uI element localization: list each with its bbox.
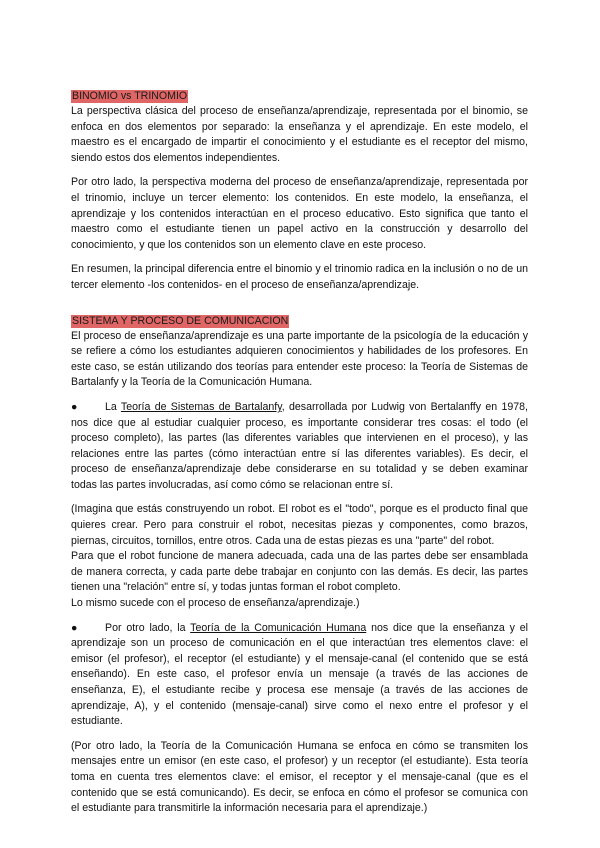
bullet-comunicacion-pre: Por otro lado, la — [105, 621, 191, 634]
bullet-sistemas — [71, 400, 528, 494]
bullet-comunicacion-text: nos dice que la enseñanza y el aprendizaje son un proceso de comunicación en el que interactúan tres elementos clave: el emisor (el profesor), el receptor (el estudiante) y el mensaje-canal (el contenido que se está enseñando). En este caso, el profesor envía un mensaje (a través de las acciones de enseñanza, E), el estudiante recibe y procesa ese mensaje (a través de las acciones de aprendizaje, A), y el contenido (mensaje-canal) sirve como el nexo entre el profesor y el estudiante. — [71, 621, 528, 728]
paragraph-resumen: En resumen, la principal diferencia entre el binomio y el trinomio radica en la inclusión o no de un tercer elemento -los contenidos- en el proceso de enseñanza/aprendizaje. — [71, 263, 528, 291]
bullet-sistemas-pre: La — [105, 400, 121, 413]
section-title-comunicacion: SISTEMA Y PROCESO DE COMUNICACION — [72, 314, 289, 327]
bullet-sistemas-text: , desarrollada por Ludwig von Bertalanffy en 1978, nos dice que al estudiar cualquier proceso, es importante considerar tres cosas: el todo (el proceso completo), las partes (las diferentes variables que intervienen en el proceso), y las relaciones entre las partes (cómo interactúan entre sí las diferentes variables). Es decir, el proceso de enseñanza/aprendizaje debe considerarse en su totalidad y se deben examinar todas las partes involucradas, así como cómo se relacionan entre sí. — [71, 400, 528, 491]
link-teoria-comunicacion[interactable]: Teoría de la Comunicación Humana — [190, 621, 367, 634]
paragraph-final: (Por otro lado, la Teoría de la Comunicación Humana se enfoca en cómo se transmiten los mensajes entre un emisor (en este caso, el profesor) y un receptor (el estudiante). Esta teoría toma en cuenta tres elementos clave: el emisor, el receptor y el mensaje-canal (que es el contenido que se está comunicando). Es decir, se enfoca en cómo el profesor se comunica con el estudiante para transmitirle la información necesaria para el aprendizaje.) — [71, 739, 528, 815]
bullet-icon: ● — [71, 400, 78, 413]
bullet-icon: ● — [71, 621, 78, 634]
paragraph-trinomio: Por otro lado, la perspectiva moderna del proceso de enseñanza/aprendizaje, representada por el trinomio, incluye un tercer elemento: los contenidos. En este modelo, la enseñanza, el aprendizaje y los contenidos interactúan en el proceso educativo. Esto significa que tanto el maestro como el estudiante tienen un papel activo en la construcción y desarrollo del conocimiento, y que los contenidos son un elemento clave en este proceso. — [71, 176, 528, 251]
link-teoria-sistemas[interactable]: Teoría de Sistemas de Bartalanfy — [120, 400, 282, 413]
paragraph-robot-1: (Imagina que estás construyendo un robot. El robot es el "todo", porque es el producto final que quieres crear. Pero para construir el robot, necesitas piezas y componentes, como brazos, piernas, circuitos, tornillos, entre otros. Cada una de estas piezas es una "parte" del robot. — [71, 503, 528, 547]
paragraph-intro: El proceso de enseñanza/aprendizaje es una parte importante de la psicología de la educación y se refiere a cómo los estudiantes adquieren conocimientos y habilidades de los profesores. En este caso, se están utilizando dos teorías para entender este proceso: la Teoría de Sistemas de Bartalanfy y la Teoría de la Comunicación Humana. — [71, 329, 528, 389]
paragraph-binomio: La perspectiva clásica del proceso de enseñanza/aprendizaje, representada por el binomio, se enfoca en dos elementos por separado: la enseñanza y el aprendizaje. En este modelo, el maestro es el encargado de impartir el conocimiento y el estudiante es el receptor del mismo, siendo estos dos elementos independientes. — [71, 105, 528, 164]
paragraph-robot-3: Lo mismo sucede con el proceso de enseñanza/aprendizaje.) — [71, 597, 360, 610]
paragraph-robot-2: Para que el robot funcione de manera adecuada, cada una de las partes debe ser ensamblada de manera correcta, y cada parte debe trabajar en conjunto con las demás. Es decir, las partes tienen una "relación" entre sí, y todas juntas forman el robot completo. — [71, 550, 528, 594]
section-title-binomio: BINOMIO vs TRINOMIO — [72, 90, 188, 102]
bullet-comunicacion — [71, 621, 528, 730]
section-title-wrap — [71, 311, 528, 329]
page-content — [71, 86, 528, 817]
